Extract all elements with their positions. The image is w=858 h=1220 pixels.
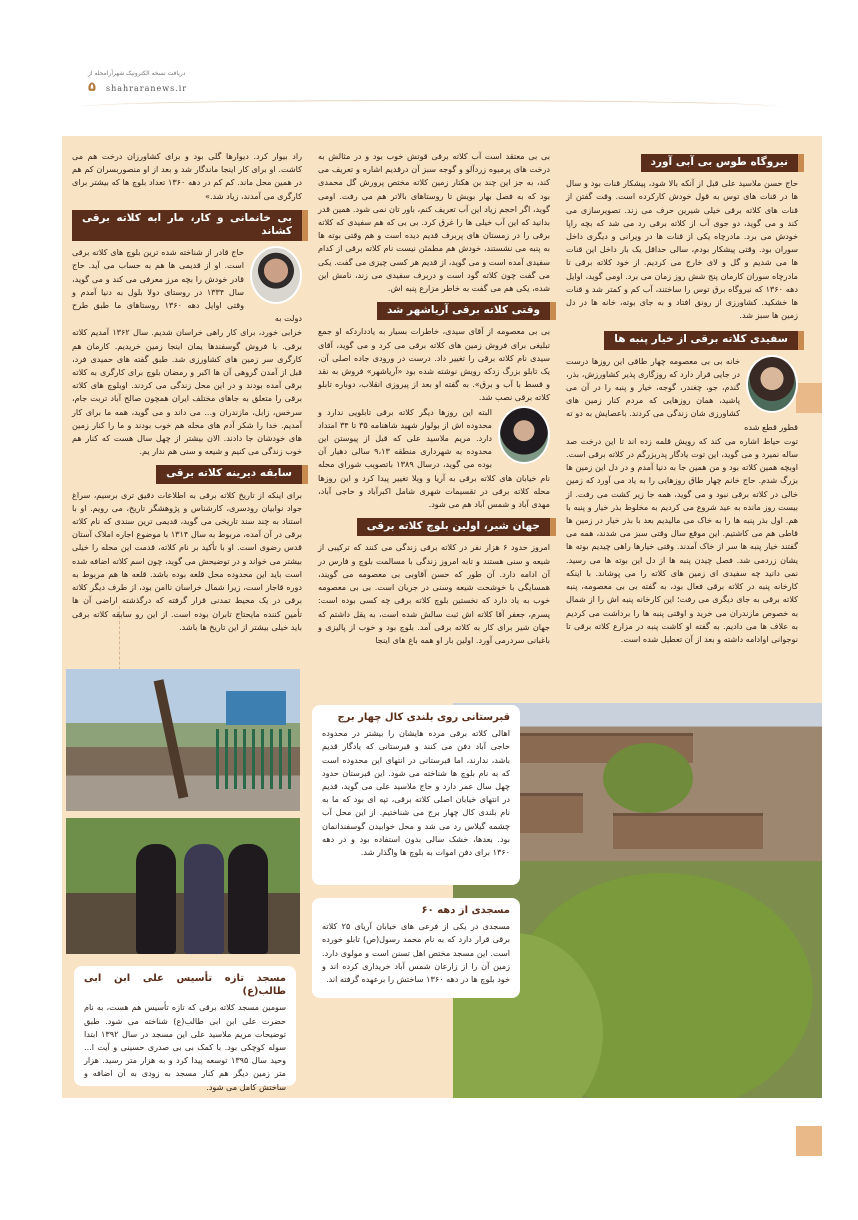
box-text: سومین مسجد کلاته برقی که تازه تأسیس هم هست، به نام حضرت علی ابن ابی طالب(ع) شناخته می شود. طبق توضیحات مریم ملاسید علی این مسجد در سال ۱۳۹۲ ابتدا سوله کوچکی بود. با کمک بی بی صدری حسینی و آیت ا... وحید سال ۱۳۹۵ توسعه پیدا کرد و به هزار متر رسید. هزار متر زمین دیگر هم کنار مسجد به زودی به آن اضافه و ساختش کامل می شود. [84, 1002, 286, 1092]
photo-fence [216, 729, 296, 789]
section-heading: جهان شیر، اولین بلوچ کلاته برقی [357, 518, 550, 536]
section-text: توت حیاط اشاره می کند که رویش قلمه زده اند تا این درخت صد ساله نمیرد و می گوید، این توت یادگار پدربزرگم در کلاته برقی است. اوبچه همین کلاته بود و من همین جا به دنیا آمدم و در دل این زمین ها بزرگ شدم. حاج خانم چهار طاق روزهایی را به یاد می آورد که زمین خالی در کلاته برقی نبود و می گوید، همه جا زیر کشت می رفت. از بیست روز مانده به عید شروع می کردیم به مخلوط بذر خیار و پنبه با هم. اول بذر پنبه ها را به خاک می مالیدیم بعد با بذر خیار در زمین ها قاطی هم می کاشتیم. این موقع سال وقتی سبز می شدند، همه می گفتند خیار پنبه ها سر از خاک آمدند. وقتی خیارها راهی چیدیم بوته ها یشان زردمی شد. فصل چیدن پنبه ها از دل این بوته ها می رسید. نمی دانید چه سفیدی ای زمین های کلاته را می پوشاند. با اینکه کارخانه پنبه در کلاته برقی فعال بود، به گفته بی بی معصومه، پنبه کلاته برقی به جای دیگری می رفت؛ این کارخانه پنبه اش را از شمال به خصوص مازندران می خرید و اوقتی پنبه ها را برداشت می کردیم به علاف ها می دادیم. به گفته او کاشت پنبه در مزارع کلاته برقی تا نوجوانی اوادامه داشته و بعد از آن تعطیل شده است. [566, 435, 798, 644]
column-middle [318, 150, 550, 698]
section-text: برای اینکه از تاریخ کلاته برقی به اطلاعات دقیق تری برسیم، سراغ جواد نوابیان رودسری، کارشناس و پژوهشگر تاریخ، می رویم. او با استناد به چند سند تاریخی می گوید، قدیمی ترین سندی که نام کلاته برقی در آن آمده، مربوط به سال ۱۳۱۴ با موضوع اجاره املاک آستان قدس رضوی است. او با تأکید بر نام کلاته، قدمت این محله را خیلی بیشتر می خواند و در توضیحش می گوید، چون اسم کلاته اضافه شده است باید این محدوده محل قلعه بوده باشد. قلعه ها هم مربوط به دوره قاجار است، زیرا شمال خراسان ناامن بود، از طرف دیگر کلاته برقی در یک محیط تمدنی قرار گرفته که درگذشته اراضی آن ها تأمین کننده مایحتاج تابران بوده است. از این رو سابقه کلاته برقی باید خیلی بیشتر از این تاریخ ها باشد. [72, 489, 302, 632]
box-title: قبرستانی روی بلندی کال چهار برج [337, 712, 510, 723]
section-text: البته این روزها دیگر کلاته برقی تابلویی ندارد و محدوده اش از بولوار شهید شاهنامه ۳۵ تا ۳۴ امتداد دارد. مریم ملاسید علی که قبل از پیوستن این محدوده به شهرداری منطقه ۹،۱۳ سالی دهیار آن بوده می گوید، درسال ۱۳۸۹ باتصویب شورای محله نام خیابان های کلاته برقی به آریا و ویلا تغییر پیدا کرد و این روزها محله کلاته برقی در تقسیمات شهری شامل اکبرآباد و حاجی آباد، مهدی آباد و شمس آباد هم می شود. [318, 406, 550, 510]
portrait-photo [250, 246, 302, 304]
side-accent-block [796, 1126, 822, 1156]
sidebar-box-new-mosque [74, 966, 296, 1092]
column-left [72, 150, 302, 662]
portrait-photo [746, 355, 798, 413]
section-text: امروز حدود ۶ هزار نفر در کلاته برقی زندگی می کنند که ترکیبی از شیعه و سنی هستند و تابه امروز زندگی با مسالمت بلوچ و فارس در آن ادامه دارد. آن طور که حسن آقاوبی بی معصومه می گویند، همسایگی با خوشحت شیعه وسنی در جریان است. بی بی معصومه خوب به یاد دارد که نخستین بلوچ کلاته برقی چه کسی بوده است: پسرم، جعفر آقا کلاته اش ثبت سالش شده است، به یقل داشتم که جهان شیر برای کار به کلاته برقی آمد. بلوچ بود و خوب از پالیزی و باغبانی سردرمی آورد. اولین بار او همه باغ های اینجا [318, 542, 550, 645]
section-text: خرابی خورد، برای کار راهی خراسان شدیم. سال ۱۳۶۲ آمدیم کلاته برقی. با فروش گوسفندها یمان اینجا زمین خریدیم. کارمان هم کارگری سر زمین های کشاورزی شد. طبق گفته های حمیدی فرد، قبل از آمدن گروهی آن ها اکبر و رمضان بلوچ برای کارگری به کلاته برقی آمده بودند و در این محل زندگی می کردند. اوبلوچ های کلاته برقی را متعلق به جاهای مختلف ایران همچون صالح آباد تربت جام، سرخس، زابل، مازندران و... می داند و می گوید، همه ما برای کار آمدیم. خدا را شکر آدم های محله هم خوب بودند و ما را کنار زمین های خودشان جا دادند. الان بیشتر از چهل سال هست که کنار هم خوب زندگی می کنیم و شیعه و سنی هم ندار یم. [72, 327, 302, 457]
header-strip-text: دریافت نسخه الکترونیک شهرآرامحله از [88, 70, 186, 77]
section-text: حاج حسن ملاسید علی قبل از آنکه بالا شود، پیشکار قنات بود و سال ها در قنات های توس به قول خودش کارکرده است. وقت گفتن از قنات های کلاته برقی خیلی شیرین حرف می زند. تصویرسازی می کند و می گوید، دو جوی آب از کلاته برقی رد می شد که بچه راپا خودش می برد. مادرچاه یکی از قنات ها در ویرانی و دیگری داخل سوران بود. وقتی پیشکار بودم، سالی حداقل یک بار داخل این قنات ها می شدیم و گل و لای خارج می کردیم. از خود کلاته برقی تا مادرچاه سوران کارمان پنج شش روز زمان می برد. اومی گوید، اوایل دهه ۱۳۶۰ که نیروگاه برق توس را ساختند، آب کم و کمتر شد و قنات ها خشکید. کشاورزی از رونق افتاد و به جای بوته، خانه ها در دل زمین ها سبز شد. [566, 178, 798, 321]
section-text: بی بی معتقد است آب کلاته برقی قوتش خوب بود و در مثالش به درخت های پرمیوه زردآلو و گوجه سبز آن درقدیم اشاره و تعریف می کند، به جز این چند بن هکتار زمین کلاته مختص پرورش گل محمدی بود که به فصل بهار بویش تا روستاهای بالاتر هم می رفت. اومی گوید، اگر احجم زیاد این آب تعریف کنم، باور تان نمی شود. همین قدر بدانید که این آب خیلی ها را غرق کرد. بی بی که هم سفیدی که کلاته برقی را در زمستان های پربرف قدیم دیده است و هم وقتی بوته ها به پنبه می نشستند، خودش هم مطمئن نیست نام کلاته برقی از کدام سفیدی آمده است و می گوید، از قدیم هر کسی چیزی می گفت. یکی می گفت چون کلاته گود است و دربرف سفیدی می زند، نامش این شده، یکی هم می گفت به خاطر مزارع پنبه اش. [318, 151, 550, 294]
box-text: مسجدی در یکی از فرعی های خیابان آریای ۲۵ کلاته برقی قرار دارد که به نام محمد رسول(ص) تابلو خورده است. این مسجد مختص اهل تسنن است و مولوی دارد. زمین آن را از زارعان شمس آباد خریداری کرده اند و خود بلوچ ها در دهه ۱۳۶۰ ساختش را برعهده گرفته اند. [322, 921, 510, 985]
section-heading: بی خانمانی و کار، مار ابه کلاته برقی کشاند [72, 210, 302, 241]
photo-figure [136, 844, 176, 954]
section-text: بی بی معصومه از آقای سیدی، خاطرات بسیار به یادداردکه او جمع تبلیغی برای فروش زمین های کلاته برقی می کرد و می گوید، آقای سیدی نام کلاته برقی را تغییر داد. درست در ورودی جاده اصلی آن، یک تابلو بزرگ زدکه رویش نوشته شده بود «آریاشهر» فروش به نقد و قسط با آب و برق». به گفته او بعد از پیروزی انقلاب، دوباره تابلو کلاته برقی نصب شد. [318, 326, 550, 403]
box-text: اهالی کلاته برقی مرده هایشان را بیشتر در محدوده حاجی آباد دفن می کنند و قبرستانی که یادگار قدیم باشد، ندارند، اما قبرستانی در انتهای این محدوده است که به نام بلوچ ها شناخته می شود. این قبرستان حدود چهل سال عمر دارد و حاج ملاسید علی می گوید، قدیم در انتهای خیابان اصلی کلاته برقی، تپه ای بود که ما به نام بلندی کال چهار برج می شناختیم. از این محل آب چشمه گیلاس رد می شد و محل خوابیدن گوسفندانمان بود. بعدها، خشک سالی بدون استفاده بود و در دهه ۱۳۶۰ برای دفن اموات به بلوچ ها واگذار شد. [322, 728, 510, 858]
header-divider [80, 100, 780, 114]
site-url[interactable]: shahraranews.ir [106, 84, 188, 93]
section-heading: سابقه دیرینه کلاته برقی [156, 465, 302, 483]
sidebar-box-mosque-60s [312, 898, 520, 998]
section-heading: وقتی کلاته برقی آریاشهر شد [377, 302, 550, 320]
photo-sign [226, 691, 286, 725]
portrait-photo [498, 406, 550, 464]
section-heading: نیروگاه طوس بی آبی آورد [641, 154, 798, 172]
section-text: راد بیوار کرد. دیوارها گلی بود و برای کشاورزان درخت هم می کاشت. او برای کار اینجا ماندگار شد و بعد از او منصوربسران کم هم در همین محل ماند. کم کم در دهه ۱۳۶۰ تعداد بلوچ ها که بیشتر برای کارگری می آمدند، زیاد شد.» [72, 151, 302, 201]
section-text: حاج قادر از شناخته شده ترین بلوچ های کلاته برقی است. او از قدیمی ها هم به حساب می آید. حاج قادر خودش را بچه مرز معرفی می کند و می گوید، سال ۱۳۳۴ در روستای دولا بلول به دنیا آمدم و وقتی اوایل دهه ۱۳۶۰ روستاهای ما طبق طرح دولت به [72, 247, 302, 324]
photo-tree [154, 679, 189, 798]
section-text: خانه بی بی معصومه چهار طاقی این روزها درست در جایی قرار دارد که روزگاری پذیر کشاورزش، بذر، گندم، جو، چغندر، گوجه، خیار و پنبه را در آن می پاشید، همان روزهایی که مردم کنار زمین های کشاورزی شان زندگی می کردند. باعصایش به دو ته قطور قطع شده [566, 355, 798, 432]
page-number: ۵ [88, 80, 96, 95]
column-right [566, 150, 798, 700]
photo-three-women [66, 818, 300, 954]
photo-figure [184, 844, 224, 954]
photo-foliage [603, 743, 693, 813]
sidebar-box-cemetery [312, 705, 520, 885]
photo-street-gate [66, 669, 300, 811]
box-title: مسجد تازه تأسیس علی ابن ابی طالب(ع) [84, 973, 286, 998]
section-heading: سفیدی کلاته برقی از خیار پنبه ها [604, 331, 798, 349]
photo-roof [613, 813, 763, 849]
box-title: مسجدی از دهه ۶۰ [421, 905, 510, 916]
side-accent-block [796, 383, 822, 413]
page-header [88, 70, 208, 106]
photo-figure [228, 844, 268, 954]
